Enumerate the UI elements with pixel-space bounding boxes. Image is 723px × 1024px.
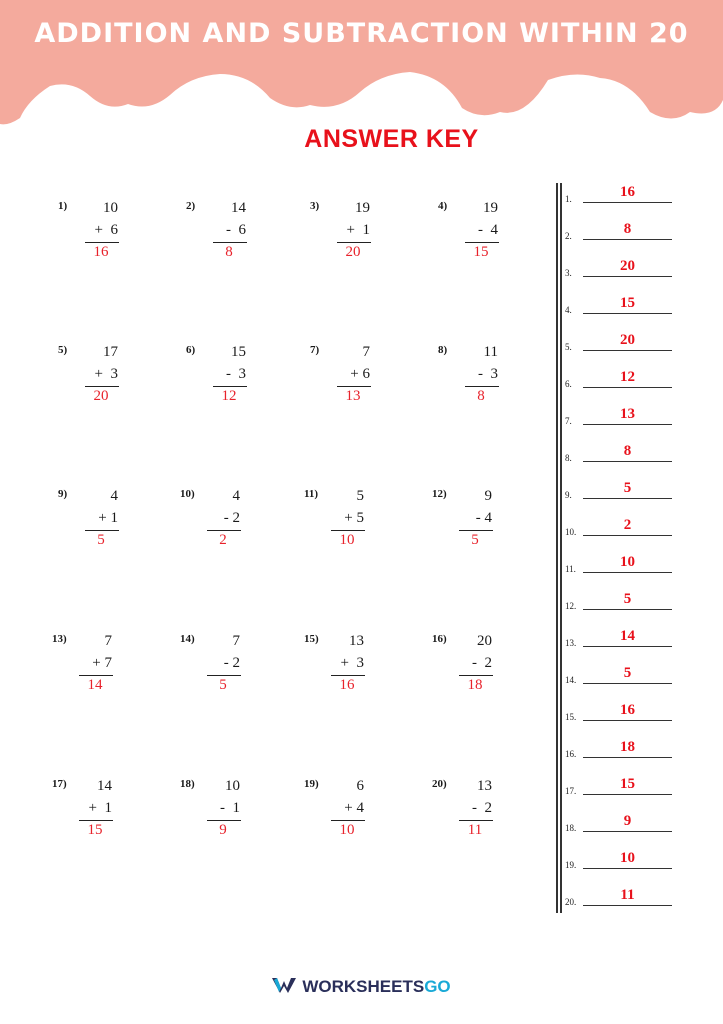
problem-rule <box>213 386 247 387</box>
problem-top-operand: 13 <box>477 778 492 794</box>
answer-key-row <box>565 739 675 759</box>
problem-operator-operand: - 2 <box>472 655 492 671</box>
problem-answer: 13 <box>345 388 361 404</box>
problem-top-operand: 11 <box>483 344 498 360</box>
answer-key-value: 20 <box>620 258 635 274</box>
answer-key-number: 8. <box>565 453 572 463</box>
problem-14 <box>180 633 270 703</box>
answer-key-number: 2. <box>565 231 572 241</box>
answer-key-line <box>583 202 672 203</box>
problem-operator-operand: - 2 <box>223 510 240 526</box>
problem-operator-operand: + 6 <box>350 366 370 382</box>
problem-operator-operand: - 3 <box>226 366 246 382</box>
problem-rule <box>207 675 241 676</box>
problem-number: 15) <box>304 633 319 645</box>
problem-9 <box>58 488 148 558</box>
answer-key-line <box>583 387 672 388</box>
problem-top-operand: 17 <box>103 344 118 360</box>
answer-key-number: 17. <box>565 786 577 796</box>
answer-key-number: 15. <box>565 712 577 722</box>
problem-answer: 20 <box>93 388 109 404</box>
problem-4 <box>438 200 528 270</box>
problem-answer: 14 <box>87 677 103 693</box>
problem-top-operand: 6 <box>356 778 364 794</box>
answer-key-number: 9. <box>565 490 572 500</box>
problem-top-operand: 5 <box>356 488 364 504</box>
answer-key-value: 13 <box>620 406 635 422</box>
problem-rule <box>337 386 371 387</box>
answer-key-value: 10 <box>620 554 635 570</box>
answer-key-value: 10 <box>620 850 635 866</box>
answer-key-row <box>565 850 675 870</box>
problem-18 <box>180 778 270 848</box>
problem-19 <box>304 778 394 848</box>
problem-answer: 9 <box>219 822 227 838</box>
problem-operator-operand: - 4 <box>478 222 498 238</box>
problem-number: 17) <box>52 778 67 790</box>
answer-key-row <box>565 517 675 537</box>
answer-key-line <box>583 535 672 536</box>
answer-key-line <box>583 794 672 795</box>
problem-rule <box>79 675 113 676</box>
problem-rule <box>85 530 119 531</box>
problem-top-operand: 4 <box>232 488 240 504</box>
footer-brand <box>0 976 723 999</box>
problem-number: 9) <box>58 488 68 500</box>
answer-key-heading: ANSWER KEY <box>304 125 479 153</box>
answer-key-row <box>565 887 675 907</box>
page-title: ADDITION AND SUBTRACTION WITHIN 20 <box>34 18 689 49</box>
problem-top-operand: 19 <box>355 200 370 216</box>
answer-key-number: 20. <box>565 897 577 907</box>
answer-key-line <box>583 831 672 832</box>
problem-answer: 5 <box>97 532 105 548</box>
answer-key-line <box>583 905 672 906</box>
problem-top-operand: 7 <box>104 633 112 649</box>
problem-top-operand: 7 <box>362 344 370 360</box>
problem-answer: 15 <box>87 822 103 838</box>
problem-number: 20) <box>432 778 447 790</box>
answer-key-line <box>583 720 672 721</box>
answer-key-row <box>565 332 675 352</box>
problem-5 <box>58 344 148 414</box>
problem-rule <box>331 820 365 821</box>
problem-17 <box>52 778 142 848</box>
answer-key-value: 5 <box>623 480 632 496</box>
answer-key-row <box>565 258 675 278</box>
problem-number: 13) <box>52 633 67 645</box>
problem-12 <box>432 488 522 558</box>
answer-key-value: 5 <box>623 591 632 607</box>
answer-key-number: 10. <box>565 527 577 537</box>
problem-rule <box>465 386 499 387</box>
problem-rule <box>79 820 113 821</box>
problem-operator-operand: + 1 <box>98 510 118 526</box>
w-chevron-logo-icon <box>272 976 296 999</box>
answer-key-row <box>565 665 675 685</box>
problem-number: 12) <box>432 488 447 500</box>
problem-answer: 5 <box>219 677 227 693</box>
problem-top-operand: 19 <box>483 200 498 216</box>
problem-rule <box>331 530 365 531</box>
problem-16 <box>432 633 522 703</box>
problem-rule <box>459 820 493 821</box>
problem-operator-operand: + 1 <box>88 800 112 816</box>
problem-rule <box>207 530 241 531</box>
answer-key-value: 16 <box>620 702 635 718</box>
problem-8 <box>438 344 528 414</box>
answer-key-value: 12 <box>620 369 635 385</box>
problem-number: 4) <box>438 200 448 212</box>
answer-key-line <box>583 276 672 277</box>
answer-key-row <box>565 295 675 315</box>
problem-answer: 8 <box>477 388 485 404</box>
problem-rule <box>85 242 119 243</box>
problem-2 <box>186 200 276 270</box>
problem-top-operand: 13 <box>349 633 364 649</box>
answer-key-line <box>583 757 672 758</box>
problem-operator-operand: + 5 <box>344 510 364 526</box>
problem-answer: 16 <box>339 677 355 693</box>
problem-answer: 12 <box>221 388 237 404</box>
problem-number: 8) <box>438 344 448 356</box>
problem-number: 18) <box>180 778 195 790</box>
problem-top-operand: 14 <box>231 200 246 216</box>
problem-operator-operand: - 4 <box>475 510 492 526</box>
answer-key-number: 14. <box>565 675 577 685</box>
answer-key-number: 7. <box>565 416 572 426</box>
brand-name-suffix: GO <box>424 976 451 996</box>
problem-number: 11) <box>304 488 319 500</box>
problem-number: 1) <box>58 200 68 212</box>
answer-key-line <box>583 239 672 240</box>
problem-answer: 2 <box>219 532 227 548</box>
problem-answer: 10 <box>339 532 355 548</box>
problem-rule <box>213 242 247 243</box>
answer-key-number: 1. <box>565 194 572 204</box>
answer-key-number: 19. <box>565 860 577 870</box>
answer-key-value: 20 <box>620 332 635 348</box>
problem-operator-operand: + 3 <box>94 366 118 382</box>
answer-key-row <box>565 406 675 426</box>
problem-operator-operand: + 6 <box>94 222 118 238</box>
answer-key-value: 9 <box>623 813 632 829</box>
answer-key-number: 11. <box>565 564 576 574</box>
problem-rule <box>85 386 119 387</box>
answer-key-line <box>583 868 672 869</box>
problem-operator-operand: + 1 <box>346 222 370 238</box>
problem-top-operand: 15 <box>231 344 246 360</box>
answer-key-line <box>583 572 672 573</box>
answer-key-line <box>583 646 672 647</box>
answer-key-value: 15 <box>620 776 635 792</box>
problem-15 <box>304 633 394 703</box>
answer-key-row <box>565 591 675 611</box>
answer-key-number: 12. <box>565 601 577 611</box>
answer-key-value: 15 <box>620 295 635 311</box>
problem-number: 6) <box>186 344 196 356</box>
problem-number: 10) <box>180 488 195 500</box>
answer-key-number: 4. <box>565 305 572 315</box>
answer-key-line <box>583 313 672 314</box>
answer-key-row <box>565 702 675 722</box>
problem-rule <box>207 820 241 821</box>
answer-key-number: 16. <box>565 749 577 759</box>
answer-key-line <box>583 424 672 425</box>
answer-key-row <box>565 369 675 389</box>
answer-key-row <box>565 443 675 463</box>
answer-key-number: 6. <box>565 379 572 389</box>
problem-operator-operand: - 3 <box>478 366 498 382</box>
problem-operator-operand: - 2 <box>472 800 492 816</box>
problem-top-operand: 7 <box>232 633 240 649</box>
problem-20 <box>432 778 522 848</box>
problem-operator-operand: + 4 <box>344 800 364 816</box>
answer-key-line <box>583 461 672 462</box>
problem-answer: 16 <box>93 244 109 260</box>
problem-11 <box>304 488 394 558</box>
problem-number: 3) <box>310 200 320 212</box>
problem-top-operand: 10 <box>103 200 118 216</box>
answer-key-divider <box>560 183 562 913</box>
answer-key-divider <box>556 183 558 913</box>
answer-key-value: 11 <box>620 887 635 903</box>
answer-key-line <box>583 350 672 351</box>
answer-key-row <box>565 221 675 241</box>
problem-answer: 8 <box>225 244 233 260</box>
brand-name: WORKSHEETS <box>302 976 425 996</box>
problem-13 <box>52 633 142 703</box>
problem-rule <box>465 242 499 243</box>
problem-operator-operand: + 3 <box>340 655 364 671</box>
problem-answer: 5 <box>471 532 479 548</box>
answer-key-value: 18 <box>620 739 635 755</box>
answer-key-value: 2 <box>623 517 632 533</box>
problem-number: 5) <box>58 344 68 356</box>
answer-key-value: 8 <box>623 221 632 237</box>
problem-operator-operand: + 7 <box>92 655 112 671</box>
answer-key-number: 18. <box>565 823 577 833</box>
problem-number: 14) <box>180 633 195 645</box>
problem-7 <box>310 344 400 414</box>
problem-number: 19) <box>304 778 319 790</box>
problem-1 <box>58 200 148 270</box>
problem-top-operand: 14 <box>97 778 112 794</box>
answer-key-row <box>565 480 675 500</box>
answer-key-line <box>583 683 672 684</box>
problem-operator-operand: - 1 <box>220 800 240 816</box>
problem-number: 16) <box>432 633 447 645</box>
answer-key-value: 14 <box>620 628 635 644</box>
answer-key-number: 3. <box>565 268 572 278</box>
answer-key-number: 5. <box>565 342 572 352</box>
problem-answer: 20 <box>345 244 361 260</box>
answer-key-value: 16 <box>620 184 635 200</box>
problem-answer: 11 <box>467 822 483 838</box>
problem-rule <box>337 242 371 243</box>
problem-rule <box>459 675 493 676</box>
problem-top-operand: 4 <box>110 488 118 504</box>
problem-3 <box>310 200 400 270</box>
answer-key-number: 13. <box>565 638 577 648</box>
problem-top-operand: 10 <box>225 778 240 794</box>
answer-key-row <box>565 628 675 648</box>
answer-key-row <box>565 554 675 574</box>
answer-key-row <box>565 813 675 833</box>
answer-key-line <box>583 609 672 610</box>
problem-top-operand: 9 <box>484 488 492 504</box>
problem-top-operand: 20 <box>477 633 492 649</box>
problem-rule <box>331 675 365 676</box>
problem-answer: 15 <box>473 244 489 260</box>
answer-key-value: 5 <box>623 665 632 681</box>
problem-number: 2) <box>186 200 196 212</box>
answer-key-row <box>565 184 675 204</box>
answer-key-row <box>565 776 675 796</box>
answer-key-line <box>583 498 672 499</box>
problem-answer: 18 <box>467 677 483 693</box>
problem-number: 7) <box>310 344 320 356</box>
problem-answer: 10 <box>339 822 355 838</box>
problem-operator-operand: - 6 <box>226 222 246 238</box>
problem-operator-operand: - 2 <box>223 655 240 671</box>
answer-key-value: 8 <box>623 443 632 459</box>
problem-10 <box>180 488 270 558</box>
problem-rule <box>459 530 493 531</box>
problem-6 <box>186 344 276 414</box>
